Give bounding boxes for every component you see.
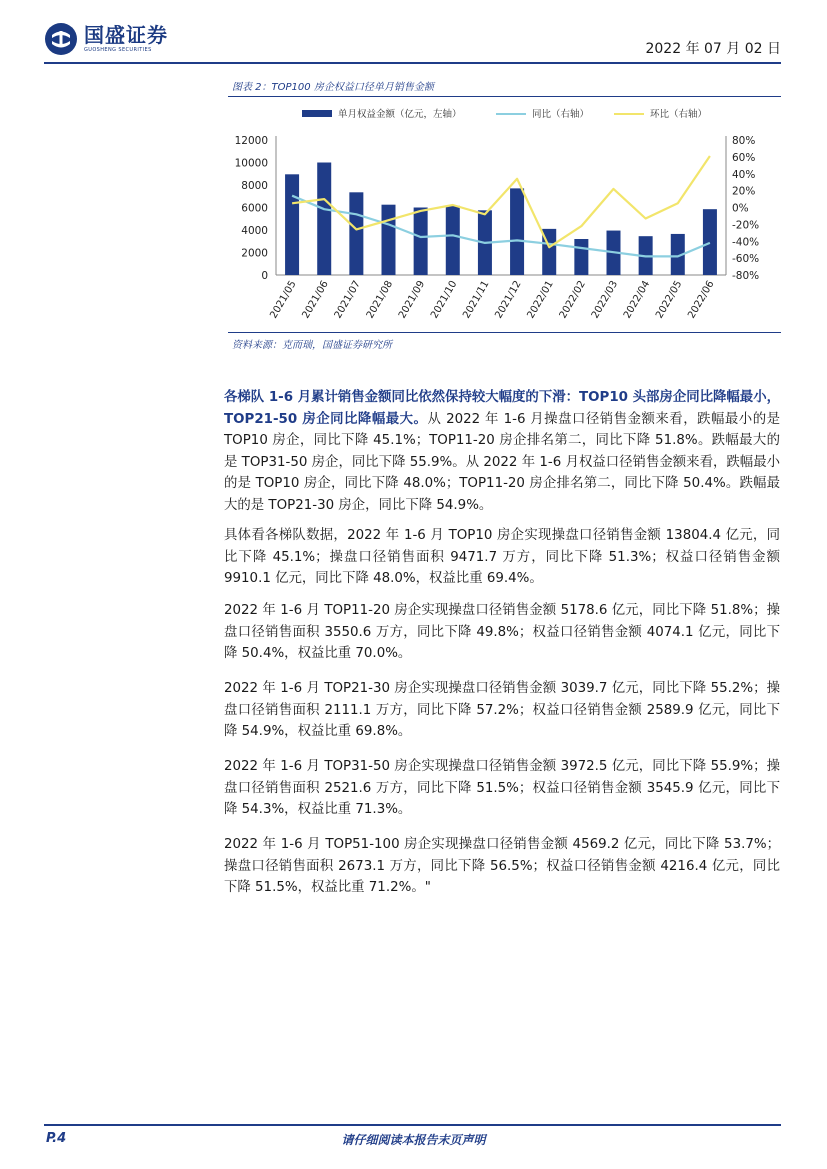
y-right-tick-label: 40% — [732, 168, 756, 181]
y-left-tick-label: 0 — [261, 270, 268, 282]
bar-monthly-sales — [317, 163, 331, 276]
paragraph-top51-100: 2022 年 1-6 月 TOP51-100 房企实现操盘口径销售金额 4569.2 亿元，同比下降 53.7%；操盘口径销售面积 2673.1 万方，同比下降 56.5%；权益口径销售金额 4216.4 亿元，同比下降 51.5%，权益比重 71.2%。" — [224, 837, 780, 896]
legend-swatch-bar — [302, 110, 332, 117]
paragraph-top21-30: 2022 年 1-6 月 TOP21-30 房企实现操盘口径销售金额 3039.7 亿元，同比下降 55.2%；操盘口径销售面积 2111.1 万方，同比下降 57.2%；权益口径销售金额 2589.9 亿元，同比下降 54.9%，权益比重 69.8%。 — [224, 681, 780, 740]
bar-monthly-sales — [446, 206, 460, 275]
x-tick-label: 2022/05 — [654, 279, 685, 321]
figure-top-divider — [228, 96, 781, 97]
footer-disclaimer: 请仔细阅读本报告末页声明 — [341, 1133, 486, 1147]
brand-logo-icon — [44, 22, 78, 56]
y-right-tick-label: 0% — [732, 202, 749, 215]
y-left-tick-label: 6000 — [241, 202, 268, 215]
paragraph-top11-20: 2022 年 1-6 月 TOP11-20 房企实现操盘口径销售金额 5178.6 亿元，同比下降 51.8%；操盘口径销售面积 3550.6 万方，同比下降 49.8%；权益口径销售金额 4074.1 亿元，同比下降 50.4%，权益比重 70.0%。 — [224, 603, 780, 662]
page-number: P.4 — [46, 1131, 67, 1146]
bar-monthly-sales — [382, 205, 396, 275]
legend-label-bar: 单月权益金额（亿元，左轴） — [338, 109, 462, 120]
x-tick-label: 2021/08 — [364, 279, 396, 321]
x-tick-label: 2021/12 — [493, 279, 524, 321]
y-right-tick-label: 60% — [732, 151, 756, 164]
sales-chart — [228, 100, 781, 330]
bar-monthly-sales — [510, 188, 524, 275]
y-right-tick-label: 80% — [732, 135, 756, 147]
brand-name: 国盛证券 — [84, 23, 168, 47]
paragraph-top10: 具体看各梯队数据，2022 年 1-6 月 TOP10 房企实现操盘口径销售金额 13804.4 亿元，同比下降 45.1%；操盘口径销售面积 9471.7 万方，同比下降 51.3%；权益口径销售金额 9910.1 亿元，同比下降 48.0%，权益比重 69.4%。 — [224, 528, 780, 587]
brand-name-en: GUOSHENG SECURITIES — [84, 47, 152, 53]
footer-divider — [44, 1124, 781, 1126]
x-tick-label: 2022/01 — [525, 279, 556, 321]
bar-monthly-sales — [414, 208, 428, 276]
x-tick-label: 2022/02 — [557, 279, 588, 321]
x-tick-label: 2021/10 — [429, 279, 460, 321]
y-right-tick-label: -40% — [732, 236, 760, 249]
figure-title: 图表 2：TOP100 房企权益口径单月销售金额 — [232, 82, 434, 93]
y-right-tick-label: -20% — [732, 219, 760, 232]
x-tick-label: 2021/07 — [332, 279, 363, 321]
x-tick-label: 2022/04 — [621, 279, 653, 321]
y-right-tick-label: -80% — [732, 270, 760, 282]
x-tick-label: 2021/09 — [396, 279, 428, 321]
bar-monthly-sales — [574, 239, 588, 275]
legend-label-yoy: 同比（右轴） — [532, 109, 590, 120]
y-right-tick-label: -60% — [732, 253, 760, 266]
y-left-tick-label: 4000 — [241, 225, 268, 237]
bar-monthly-sales — [349, 192, 363, 275]
header-divider — [44, 62, 781, 64]
paragraph-summary — [224, 387, 780, 517]
y-left-tick-label: 2000 — [241, 247, 268, 260]
bar-monthly-sales — [703, 209, 717, 275]
x-tick-label: 2021/11 — [461, 279, 492, 321]
y-right-tick-label: 20% — [732, 185, 756, 198]
bar-monthly-sales — [285, 174, 299, 275]
legend-label-mom: 环比（右轴） — [650, 109, 708, 120]
y-left-tick-label: 10000 — [234, 157, 268, 170]
x-tick-label: 2022/03 — [589, 279, 621, 321]
brand-logo — [44, 22, 168, 56]
y-left-tick-label: 12000 — [234, 135, 268, 147]
paragraph-top31-50: 2022 年 1-6 月 TOP31-50 房企实现操盘口径销售金额 3972.5 亿元，同比下降 55.9%；操盘口径销售面积 2521.6 万方，同比下降 51.5%；权益口径销售金额 3545.9 亿元，同比下降 54.3%，权益比重 71.3%。 — [224, 759, 780, 818]
paragraph-summary-body: 从 2022 年 1-6 月操盘口径销售金额来看，跌幅最小的是 TOP10 房企，同比下降 45.1%；TOP11-20 房企排名第二，同比下降 51.8%。跌幅最大的是 TOP31-50 房企，同比下降 55.9%。从 2022 年 1-6 月权益口径销售金额来看，跌幅最小的是 TOP10 房企，同比下降 48.0%；TOP11-20 房企排名第二，同比下降 50.4%。跌幅最大的是 TOP21-30 房企，同比下降 54.9%。 — [224, 411, 780, 513]
y-left-tick-label: 8000 — [241, 180, 268, 192]
figure-bottom-divider — [228, 332, 781, 333]
paragraph-summary-lead: 各梯队 1-6 月累计销售金额同比依然保持较大幅度的下滑：TOP10 头部房企同比降幅最小，TOP21-50 房企同比降幅最大。 — [224, 390, 780, 427]
x-tick-label: 2021/05 — [268, 279, 299, 321]
x-tick-label: 2021/06 — [300, 279, 331, 321]
x-tick-label: 2022/06 — [686, 279, 717, 321]
figure-source: 资料来源：克而瑞，国盛证券研究所 — [232, 340, 392, 351]
report-date: 2022 年 07 月 02 日 — [645, 41, 781, 57]
